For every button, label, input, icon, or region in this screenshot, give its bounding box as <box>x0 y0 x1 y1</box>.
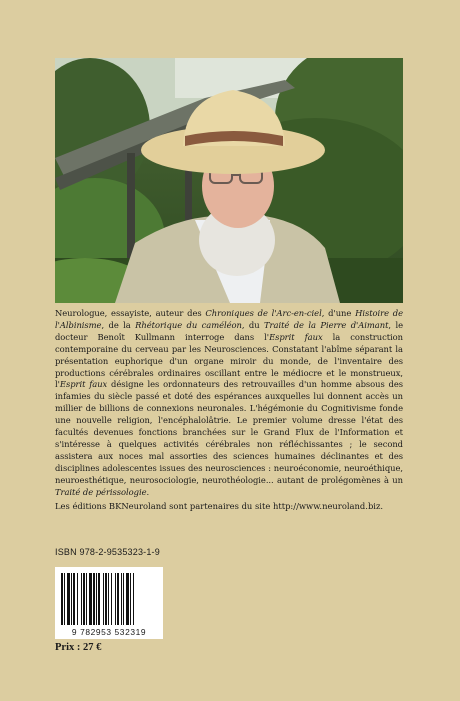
portrait-photo-icon <box>55 58 403 303</box>
barcode <box>55 567 163 639</box>
blurb-text: , du <box>241 319 265 330</box>
barcode-bar <box>126 573 129 625</box>
blurb-text: , d'une <box>321 308 356 318</box>
back-cover-blurb <box>55 308 403 499</box>
barcode-bar <box>121 573 122 625</box>
barcode-bar <box>64 573 65 625</box>
blurb-text: désigne les ordonnateurs des retrouvailles d'un homme absous des infamies du siècle passé et doté des espérances auxquelles lui donnent accès un millier de billions de connexions neuronales. L'hégémonie du Cognitivisme fonde une nouvelle religion, l'encéphalolâtrie. Le premier volume dresse l'état des facultés devenues fonctions branchées sur le Grand Flux de l'Information et s'intéresse à quelques activités cérébrales non réfléchissantes ; le second assistera aux noces mal assorties des sciences humaines déclinantes et des disciplines adolescentes issues des neurosciences : neuroéconomie, neuroéthique, neuroesthétique, neurosociologie, neurothéologie... autant de prolégomènes à un <box>55 379 403 485</box>
barcode-bar <box>133 573 134 625</box>
barcode-bar <box>81 573 82 625</box>
barcode-bar <box>83 573 85 625</box>
barcode-bar <box>130 573 131 625</box>
barcode-bar <box>67 573 70 625</box>
barcode-bar <box>77 573 78 625</box>
blurb-text: Neurologue, essayiste, auteur des <box>55 308 206 318</box>
barcode-bar <box>98 573 100 625</box>
isbn-label: ISBN 978-2-9535323-1-9 <box>55 547 160 557</box>
book-title: Chroniques de l'Arc-en-ciel <box>205 308 322 318</box>
barcode-bar <box>96 573 97 625</box>
blurb-text: , de la <box>101 319 136 330</box>
barcode-bar <box>111 573 112 625</box>
barcode-bar <box>108 573 109 625</box>
book-title: Esprit faux <box>269 331 323 342</box>
book-title: Traité de périssologie <box>55 486 147 497</box>
barcode-bar <box>89 573 92 625</box>
barcode-number: 9 782953 532319 <box>71 627 147 637</box>
barcode-bar <box>115 573 116 625</box>
barcode-bar <box>105 573 107 625</box>
barcode-bar <box>61 573 63 625</box>
barcode-bar <box>103 573 104 625</box>
book-title: Esprit faux <box>59 379 108 390</box>
barcode-bar <box>71 573 72 625</box>
barcode-bar <box>86 573 87 625</box>
blurb-text: , le docteur Benoît Kullmann interroge dans l' <box>55 319 403 342</box>
book-title: Rhétorique du caméléon <box>135 319 242 330</box>
author-photo <box>55 58 403 303</box>
blurb-text: la construction contemporaine du cerveau par les Neurosciences. Constatant l'abîme séparant la présentation euphorique d'un organe miroir du monde, de l'inventaire des productions cérébrales ordinaires oscillant entre le médiocre et le monstrueux, l' <box>55 331 403 390</box>
barcode-bar <box>93 573 95 625</box>
barcode-bar <box>117 573 119 625</box>
barcode-bar <box>123 573 124 625</box>
partners-note: Les éditions BKNeuroland sont partenaires du site http://www.neuroland.biz. <box>55 501 384 511</box>
book-title: Histoire de l'Albinisme <box>55 308 404 330</box>
blurb-text: . <box>146 486 150 497</box>
price-label: Prix : 27 € <box>55 642 102 653</box>
barcode-bar <box>73 573 75 625</box>
book-title: Traité de la Pierre d'Aimant <box>264 319 389 330</box>
